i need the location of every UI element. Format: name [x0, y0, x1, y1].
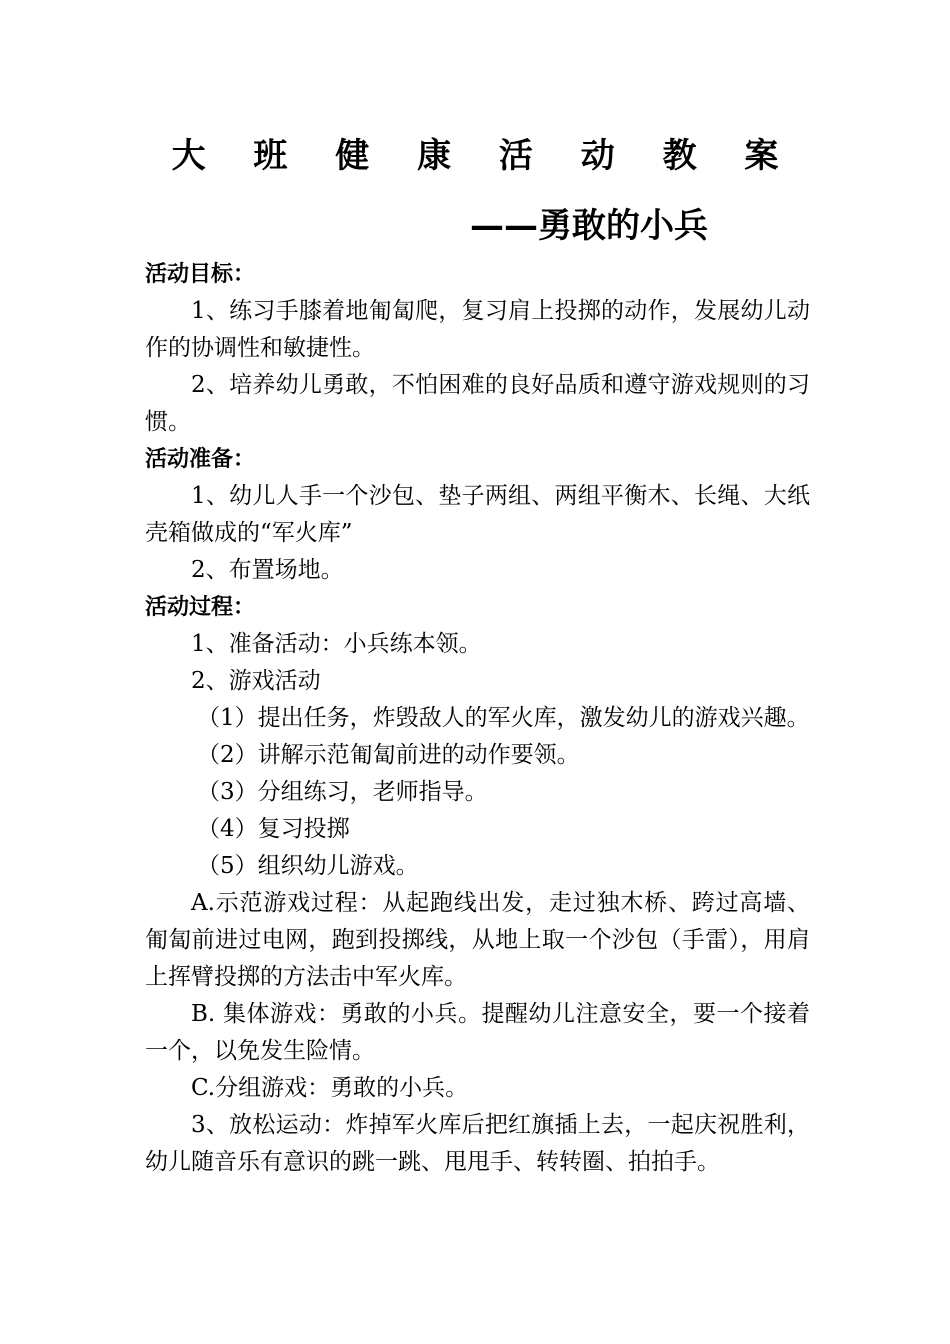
- section-heading-goals: 活动目标：: [145, 262, 256, 287]
- document-body: [145, 256, 810, 1181]
- game-step: C.分组游戏：勇敢的小兵。: [191, 1075, 469, 1101]
- process-subitem: （5）组织幼儿游戏。: [197, 853, 419, 879]
- section-heading-process: 活动过程：: [145, 595, 256, 620]
- goal-item: 1、练习手膝着地匍匐爬，复习肩上投掷的动作，发展幼儿动作的协调性和敏捷性。: [145, 298, 810, 361]
- preparation-item: 2、布置场地。: [191, 557, 344, 583]
- process-subitem: （2）讲解示范匍匐前进的动作要领。: [197, 742, 580, 768]
- document-title: 大 班 健 康 活 动 教 案: [171, 136, 797, 176]
- section-heading-preparation: 活动准备：: [145, 447, 256, 472]
- process-item: 2、游戏活动: [191, 668, 321, 694]
- goal-item: 2、培养幼儿勇敢，不怕困难的良好品质和遵守游戏规则的习惯。: [145, 372, 810, 435]
- document-subtitle: ——勇敢的小兵: [470, 206, 708, 246]
- preparation-item: 1、幼儿人手一个沙包、垫子两组、两组平衡木、长绳、大纸壳箱做成的“军火库”: [145, 483, 810, 546]
- game-step: B. 集体游戏：勇敢的小兵。提醒幼儿注意安全，要一个接着一个，以免发生险情。: [145, 1001, 810, 1064]
- cooldown-step: 3、放松运动：炸掉军火库后把红旗插上去，一起庆祝胜利，幼儿随音乐有意识的跳一跳、甩甩手、转转圈、拍拍手。: [145, 1112, 810, 1175]
- process-item: 1、准备活动：小兵练本领。: [191, 631, 482, 657]
- process-subitem: （4）复习投掷: [197, 816, 350, 842]
- game-step: A.示范游戏过程：从起跑线出发，走过独木桥、跨过高墙、匍匐前进过电网，跑到投掷线，从地上取一个沙包（手雷），用肩上挥臂投掷的方法击中军火库。: [145, 890, 810, 990]
- process-subitem: （3）分组练习，老师指导。: [197, 779, 488, 805]
- process-subitem: （1）提出任务，炸毁敌人的军火库，激发幼儿的游戏兴趣。: [197, 705, 810, 731]
